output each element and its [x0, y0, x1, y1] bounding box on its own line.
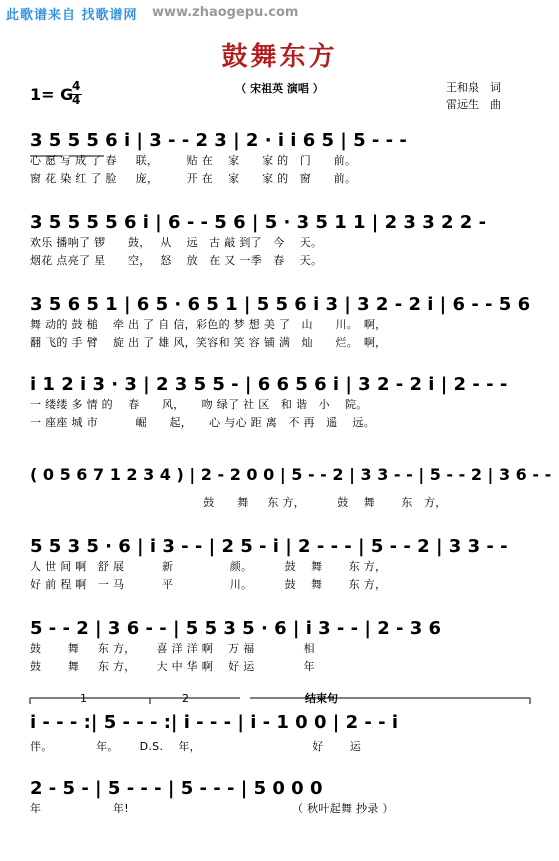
lyric-line-2: 好 前 程 啊 一 马 平 川。 鼓 舞 东 方， — [30, 578, 387, 591]
lyric-line-1: 欢乐 播响了 锣 鼓， 从 远 古 敲 到了 今 天。 — [30, 236, 323, 249]
volta-1-label: 1 — [80, 692, 87, 705]
svg-text:3 5 6 5 1 | 6 5 · 6 5 1 | 5 5: 3 5 6 5 1 | 6 5 · 6 5 1 | 5 5 6 i 3 | 3 2 - 2 i | 6 - - 5 6 — [30, 294, 531, 315]
lyric-line-1: 心 愿 写 成 了 春 联， 贴 在 家 家 的 门 前。 — [30, 154, 357, 167]
score-row-7 — [0, 612, 559, 700]
svg-text:5 5 3 5 · 6 | i 3 - - | 2 5 -: 5 5 3 5 · 6 | i 3 - - | 2 5 - i | 2 - - - | 5 - - 2 | 3 3 - - — [30, 536, 508, 557]
lyric-line-2: 一 座座 城 市 崛 起， 心 与心 距 离 不 再 遥 远。 — [30, 416, 376, 429]
time-signature-top: 4 — [72, 79, 81, 93]
lyric-line-2: 窗 花 染 红 了 脸 庞， 开 在 家 家 的 窗 前。 — [30, 172, 357, 185]
site-url: www.zhaogepu.com — [152, 5, 299, 20]
lyricist-credit: 王和泉 词 — [446, 81, 501, 94]
ending-label: 结束句 — [305, 692, 338, 705]
score-row-5 — [0, 446, 559, 534]
score-row-2 — [0, 206, 559, 294]
svg-text:5 - - 2 | 3 6 - - | 5 5 3 5 ·: 5 - - 2 | 3 6 - - | 5 5 3 5 · 6 | i 3 - - | 2 - 3 6 — [30, 618, 442, 639]
score-row-3 — [0, 288, 559, 376]
composer-credit: 雷远生 曲 — [446, 98, 501, 111]
row-notes: 3 5 5 5 6 i | 3 - - 2 3 | 2 · i i 6 5 | 5 - - - — [30, 130, 407, 151]
svg-text:2 - 5 - | 5 - - - | 5 - - - |: 2 - 5 - | 5 - - - | 5 - - - | 5 0 0 0 — [30, 778, 323, 799]
svg-text:i 1 2 i 3 · 3 | 2 3 5 5 - |: i 1 2 i 3 · 3 | 2 3 5 5 - | 6 6 5 6 i | 3 2 - 2 i | 2 - - - — [30, 374, 508, 395]
score-row-6 — [0, 530, 559, 618]
lyric-line-2: 鼓 舞 东 方， 大 中 华 啊 好 运 年 — [30, 660, 315, 673]
score-row-9 — [0, 772, 559, 860]
singer-credit: （ 宋祖英 演唱 ） — [235, 82, 324, 95]
lyric-line-2: 翻 飞的 手 臂 旋 出 了 雄 风，笑容和 笑 容 铺 满 灿 烂。 啊， — [30, 336, 387, 349]
lyric-line-1: 鼓 舞 东 方， 鼓 舞 东 方， — [30, 496, 447, 509]
score-row-8 — [0, 690, 559, 778]
key-signature: 1= G — [30, 85, 74, 104]
score-row-1 — [0, 124, 559, 212]
volta-2-label: 2 — [182, 692, 189, 705]
lyric-line-1: 年 年! — [30, 802, 129, 815]
lyric-line-1: 鼓 舞 东 方， 喜 洋 洋 啊 万 福 相 — [30, 642, 315, 655]
svg-text:( 0 5 6 7 1 2 3 4 ) | 2 - 2 0: ( 0 5 6 7 1 2 3 4 ) | 2 - 2 0 0 | 5 - - 2 | 3 3 - - | 5 - - 2 | 3 6 - - — [30, 465, 552, 484]
lyric-line-1: 一 缕缕 多 情 的 春 风， 吻 绿了 社 区 和 谐 小 院。 — [30, 398, 368, 411]
lyric-line-1: 伴。 年。 D.S. 年， 好 运 — [30, 740, 362, 753]
lyric-line-2: 烟花 点亮了 星 空， 怒 放 在 又 一季 春 天。 — [30, 254, 323, 267]
site-watermark: 此歌谱来自 找歌谱网 — [6, 8, 138, 23]
time-signature-bottom: 4 — [72, 93, 81, 107]
lyric-line-1: 人 世 间 啊 舒 展 新 颜。 鼓 舞 东 方， — [30, 560, 387, 573]
song-title: 鼓舞东方 — [221, 42, 338, 72]
svg-text:3 5 5 5 5 6 i | 6 - - 5 6 | 5: 3 5 5 5 5 6 i | 6 - - 5 6 | 5 · 3 5 1 1 | 2 3 3 2 2 - — [30, 212, 487, 233]
score-row-4 — [0, 368, 559, 456]
lyric-line-1: 舞 动的 鼓 槌 牵 出 了 自 信，彩色的 梦 想 美 了 山 川。 啊， — [30, 318, 387, 331]
transcriber-credit: （ 秋叶起舞 抄录 ） — [292, 802, 394, 815]
svg-text:i - - - :| 5 - - - :| i - - -: i - - - :| 5 - - - :| i - - - | i - 1 0 0 | 2 - - i — [30, 712, 399, 733]
